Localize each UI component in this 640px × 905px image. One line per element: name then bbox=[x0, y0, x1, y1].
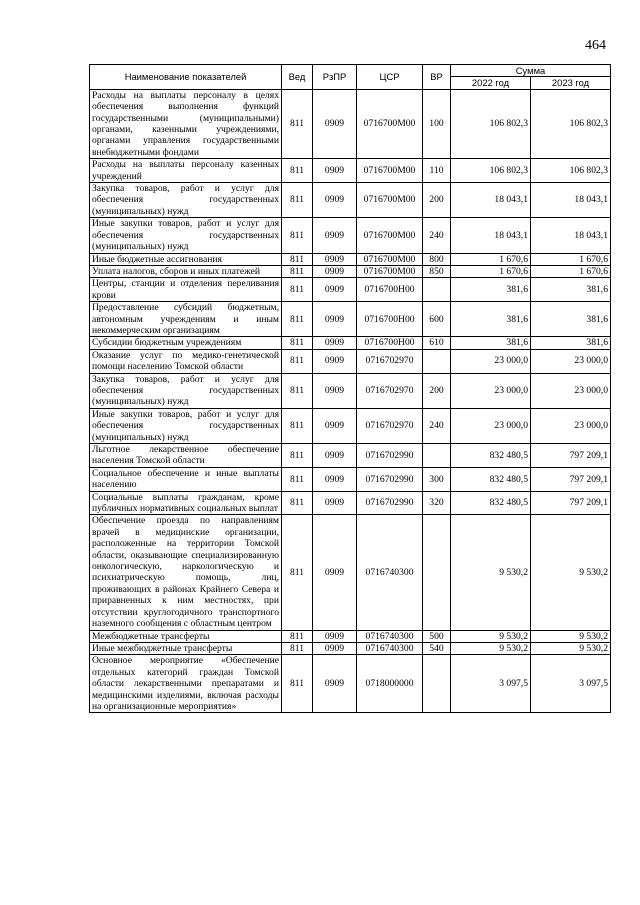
row-csr: 0716700М00 bbox=[357, 218, 423, 253]
row-rzpr: 0909 bbox=[313, 253, 357, 265]
row-name: Обеспечение проезда по направлениям врачей в медицинские организации, расположенные на территории Томской области, оказывающие специализированную онкологическую, наркологическую и психиатрическую помощь, лиц, проживающих в районах Крайнего Севера и приравненных к ним местностях, при отсутствии круглогодичного транспортного наземного сообщения с областным центром bbox=[90, 515, 282, 630]
row-vr: 110 bbox=[423, 159, 451, 183]
row-name: Центры, станции и отделения переливания крови bbox=[90, 278, 282, 302]
table-row bbox=[90, 337, 611, 349]
row-csr: 0716700М00 bbox=[357, 265, 423, 277]
row-ved: 811 bbox=[282, 491, 313, 515]
row-vr: 800 bbox=[423, 253, 451, 265]
row-rzpr: 0909 bbox=[313, 630, 357, 642]
row-ved: 811 bbox=[282, 337, 313, 349]
table-header bbox=[90, 65, 611, 90]
budget-table bbox=[89, 64, 611, 713]
row-name: Иные бюджетные ассигнования bbox=[90, 253, 282, 265]
row-name: Субсидии бюджетным учреждениям bbox=[90, 337, 282, 349]
row-csr: 0716702970 bbox=[357, 373, 423, 408]
row-ved: 811 bbox=[282, 515, 313, 630]
row-name: Закупка товаров, работ и услуг для обеспечения государственных (муниципальных) нужд bbox=[90, 183, 282, 218]
row-csr: 0716740300 bbox=[357, 642, 423, 654]
row-ved: 811 bbox=[282, 183, 313, 218]
row-rzpr: 0909 bbox=[313, 218, 357, 253]
row-sum-2022: 18 043,1 bbox=[451, 218, 531, 253]
row-sum-2022: 832 480,5 bbox=[451, 444, 531, 468]
row-vr: 600 bbox=[423, 302, 451, 337]
row-vr: 610 bbox=[423, 337, 451, 349]
row-sum-2023: 381,6 bbox=[531, 337, 611, 349]
row-rzpr: 0909 bbox=[313, 491, 357, 515]
row-sum-2022: 3 097,5 bbox=[451, 655, 531, 713]
row-sum-2022: 9 530,2 bbox=[451, 630, 531, 642]
row-sum-2023: 23 000,0 bbox=[531, 408, 611, 443]
row-sum-2023: 9 530,2 bbox=[531, 630, 611, 642]
row-vr: 500 bbox=[423, 630, 451, 642]
row-csr: 0716702990 bbox=[357, 491, 423, 515]
table-row bbox=[90, 89, 611, 158]
table-row bbox=[90, 642, 611, 654]
row-csr: 0716700М00 bbox=[357, 183, 423, 218]
row-rzpr: 0909 bbox=[313, 444, 357, 468]
row-sum-2023: 23 000,0 bbox=[531, 373, 611, 408]
row-name: Основное мероприятие «Обеспечение отдельных категорий граждан Томской области лекарственными препаратами и медицинскими изделиями, включая расходы на организационные мероприятия» bbox=[90, 655, 282, 713]
row-ved: 811 bbox=[282, 218, 313, 253]
row-name: Льготное лекарственное обеспечение населения Томской области bbox=[90, 444, 282, 468]
table-row bbox=[90, 159, 611, 183]
header-csr: ЦСР bbox=[357, 65, 423, 90]
table-row bbox=[90, 218, 611, 253]
table-row bbox=[90, 302, 611, 337]
row-rzpr: 0909 bbox=[313, 467, 357, 491]
row-csr: 0716740300 bbox=[357, 515, 423, 630]
table-row bbox=[90, 655, 611, 713]
table-row bbox=[90, 408, 611, 443]
row-ved: 811 bbox=[282, 642, 313, 654]
table-row bbox=[90, 491, 611, 515]
page-number: 464 bbox=[585, 38, 606, 53]
row-vr: 200 bbox=[423, 183, 451, 218]
row-name: Иные межбюджетные трансферты bbox=[90, 642, 282, 654]
row-sum-2022: 832 480,5 bbox=[451, 467, 531, 491]
table-row bbox=[90, 265, 611, 277]
row-csr: 0716702990 bbox=[357, 467, 423, 491]
row-sum-2023: 381,6 bbox=[531, 302, 611, 337]
row-ved: 811 bbox=[282, 278, 313, 302]
row-csr: 0716700Н00 bbox=[357, 337, 423, 349]
row-sum-2023: 9 530,2 bbox=[531, 515, 611, 630]
row-rzpr: 0909 bbox=[313, 408, 357, 443]
row-ved: 811 bbox=[282, 630, 313, 642]
row-name: Межбюджетные трансферты bbox=[90, 630, 282, 642]
table-row bbox=[90, 630, 611, 642]
row-sum-2023: 381,6 bbox=[531, 278, 611, 302]
row-sum-2022: 18 043,1 bbox=[451, 183, 531, 218]
row-name: Иные закупки товаров, работ и услуг для обеспечения государственных (муниципальных) нужд bbox=[90, 408, 282, 443]
row-sum-2022: 832 480,5 bbox=[451, 491, 531, 515]
row-vr: 320 bbox=[423, 491, 451, 515]
row-ved: 811 bbox=[282, 349, 313, 373]
table-body bbox=[90, 89, 611, 713]
row-csr: 0716700М00 bbox=[357, 253, 423, 265]
row-sum-2023: 106 802,3 bbox=[531, 159, 611, 183]
row-ved: 811 bbox=[282, 159, 313, 183]
row-sum-2023: 797 209,1 bbox=[531, 444, 611, 468]
row-name: Иные закупки товаров, работ и услуг для обеспечения государственных (муниципальных) нужд bbox=[90, 218, 282, 253]
header-rzpr: РзПР bbox=[313, 65, 357, 90]
row-name: Расходы на выплаты персоналу в целях обеспечения выполнения функций государственными (муниципальными) органами, казенными учреждениями, органами управления государственными внебюджетными фондами bbox=[90, 89, 282, 158]
row-csr: 0716700Н00 bbox=[357, 278, 423, 302]
row-sum-2022: 1 670,6 bbox=[451, 265, 531, 277]
row-ved: 811 bbox=[282, 302, 313, 337]
row-ved: 811 bbox=[282, 373, 313, 408]
row-ved: 811 bbox=[282, 467, 313, 491]
row-csr: 0716740300 bbox=[357, 630, 423, 642]
row-rzpr: 0909 bbox=[313, 159, 357, 183]
header-sum: Сумма bbox=[451, 65, 611, 77]
table-row bbox=[90, 444, 611, 468]
row-csr: 0716700М00 bbox=[357, 89, 423, 158]
row-ved: 811 bbox=[282, 408, 313, 443]
row-sum-2022: 1 670,6 bbox=[451, 253, 531, 265]
header-year-2022: 2022 год bbox=[451, 77, 531, 89]
row-rzpr: 0909 bbox=[313, 655, 357, 713]
row-name: Социальные выплаты гражданам, кроме публичных нормативных социальных выплат bbox=[90, 491, 282, 515]
row-ved: 811 bbox=[282, 265, 313, 277]
row-vr bbox=[423, 278, 451, 302]
row-rzpr: 0909 bbox=[313, 337, 357, 349]
row-sum-2023: 18 043,1 bbox=[531, 183, 611, 218]
row-sum-2022: 9 530,2 bbox=[451, 642, 531, 654]
row-ved: 811 bbox=[282, 89, 313, 158]
table-row bbox=[90, 349, 611, 373]
row-rzpr: 0909 bbox=[313, 265, 357, 277]
row-vr: 200 bbox=[423, 373, 451, 408]
row-vr bbox=[423, 349, 451, 373]
row-name: Оказание услуг по медико-генетической помощи населению Томской области bbox=[90, 349, 282, 373]
row-sum-2023: 3 097,5 bbox=[531, 655, 611, 713]
row-name: Уплата налогов, сборов и иных платежей bbox=[90, 265, 282, 277]
row-rzpr: 0909 bbox=[313, 278, 357, 302]
table-row bbox=[90, 278, 611, 302]
row-rzpr: 0909 bbox=[313, 183, 357, 218]
row-csr: 0716702970 bbox=[357, 349, 423, 373]
row-sum-2023: 9 530,2 bbox=[531, 642, 611, 654]
row-ved: 811 bbox=[282, 253, 313, 265]
row-sum-2022: 23 000,0 bbox=[451, 373, 531, 408]
table-row bbox=[90, 515, 611, 630]
row-sum-2022: 23 000,0 bbox=[451, 349, 531, 373]
row-ved: 811 bbox=[282, 655, 313, 713]
row-ved: 811 bbox=[282, 444, 313, 468]
row-sum-2022: 106 802,3 bbox=[451, 159, 531, 183]
row-sum-2023: 1 670,6 bbox=[531, 253, 611, 265]
table-row bbox=[90, 253, 611, 265]
row-name: Предоставление субсидий бюджетным, автономным учреждениям и иным некоммерческим организациям bbox=[90, 302, 282, 337]
row-vr bbox=[423, 655, 451, 713]
row-csr: 0716700Н00 bbox=[357, 302, 423, 337]
row-sum-2022: 23 000,0 bbox=[451, 408, 531, 443]
row-name: Расходы на выплаты персоналу казенных учреждений bbox=[90, 159, 282, 183]
row-csr: 0716702990 bbox=[357, 444, 423, 468]
row-vr: 850 bbox=[423, 265, 451, 277]
row-rzpr: 0909 bbox=[313, 515, 357, 630]
row-vr: 100 bbox=[423, 89, 451, 158]
row-rzpr: 0909 bbox=[313, 373, 357, 408]
header-vr: ВР bbox=[423, 65, 451, 90]
row-sum-2023: 797 209,1 bbox=[531, 467, 611, 491]
header-year-2023: 2023 год bbox=[531, 77, 611, 89]
row-sum-2022: 9 530,2 bbox=[451, 515, 531, 630]
row-vr bbox=[423, 444, 451, 468]
row-sum-2023: 18 043,1 bbox=[531, 218, 611, 253]
row-sum-2022: 106 802,3 bbox=[451, 89, 531, 158]
table-row bbox=[90, 183, 611, 218]
row-rzpr: 0909 bbox=[313, 349, 357, 373]
row-sum-2023: 106 802,3 bbox=[531, 89, 611, 158]
row-csr: 0716700М00 bbox=[357, 159, 423, 183]
row-csr: 0716702970 bbox=[357, 408, 423, 443]
header-ved: Вед bbox=[282, 65, 313, 90]
row-rzpr: 0909 bbox=[313, 89, 357, 158]
table-row bbox=[90, 467, 611, 491]
row-csr: 0718000000 bbox=[357, 655, 423, 713]
table-row bbox=[90, 373, 611, 408]
row-vr: 240 bbox=[423, 218, 451, 253]
row-sum-2022: 381,6 bbox=[451, 302, 531, 337]
row-sum-2023: 23 000,0 bbox=[531, 349, 611, 373]
header-name: Наименование показателей bbox=[90, 65, 282, 90]
row-vr: 240 bbox=[423, 408, 451, 443]
row-sum-2023: 1 670,6 bbox=[531, 265, 611, 277]
row-rzpr: 0909 bbox=[313, 302, 357, 337]
row-name: Закупка товаров, работ и услуг для обеспечения государственных (муниципальных) нужд bbox=[90, 373, 282, 408]
row-sum-2022: 381,6 bbox=[451, 278, 531, 302]
row-name: Социальное обеспечение и иные выплаты населению bbox=[90, 467, 282, 491]
row-rzpr: 0909 bbox=[313, 642, 357, 654]
row-vr: 300 bbox=[423, 467, 451, 491]
row-sum-2023: 797 209,1 bbox=[531, 491, 611, 515]
row-sum-2022: 381,6 bbox=[451, 337, 531, 349]
row-vr bbox=[423, 515, 451, 630]
row-vr: 540 bbox=[423, 642, 451, 654]
